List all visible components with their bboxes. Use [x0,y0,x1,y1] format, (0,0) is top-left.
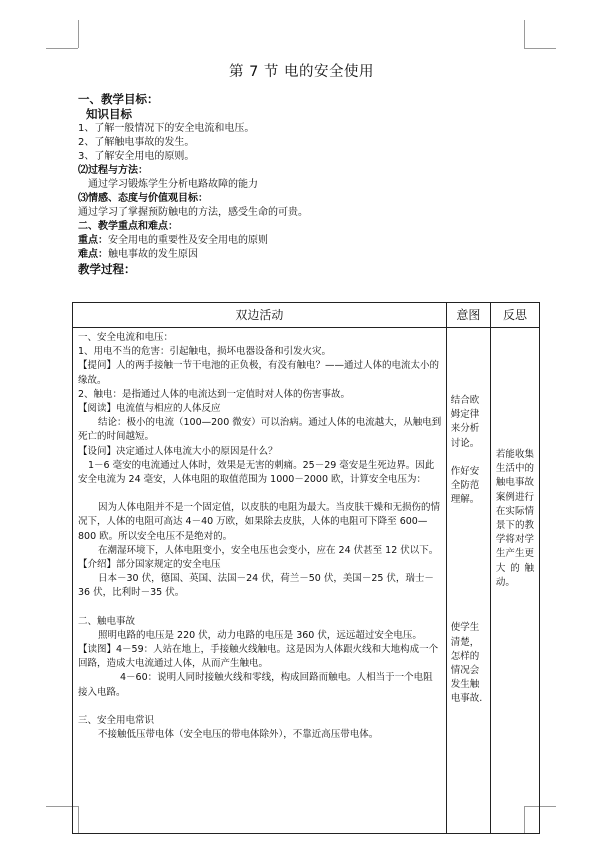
intent-text: 结合欧姆定律来分析讨论。 [450,395,480,449]
activity-paragraph: 因为人体电阻并不是一个固定值，以皮肤的电阻为最大。当皮肤干燥和无损伤的情况下，人体的电阻可高达 4－40 万欧，如果除去皮肤，人体的电阻可下降至 600—800 欧。所以安全电压不是绝对的。 [78,502,441,542]
document-title: 第 7 节 电的安全使用 [228,64,375,80]
activity-paragraph [78,601,442,615]
activity-paragraph [78,487,442,501]
activity-paragraph [78,700,442,714]
difficulty-line [78,248,528,262]
difficulty-text: 触电事故的发生原因 [108,249,198,260]
activity-paragraph: 1－6 毫安的电流通过人体时，效果是无害的刺痛。25－29 毫安是生死边界。因此安全电流为 24 毫安，人体电阻的取值范围为 1000－2000 欧，计算安全电压为： [78,459,435,486]
activities-cell [73,328,447,834]
teaching-process-heading: 教学过程： [78,262,136,276]
focus-text: 安全用电的重要性及安全用电的原则 [108,235,268,246]
activity-paragraph: 三、安全用电常识 [78,714,155,726]
activity-paragraph: 日本－30 伏，德国、英国、法国－24 伏，荷兰－50 伏，美国－25 伏，瑞士－36 伏，比利时－35 伏。 [78,573,434,599]
header-intent: 意图 [446,303,490,328]
crop-mark [78,20,79,48]
activity-paragraph: 【读图】4－59：人站在地上，手接触火线触电。这是因为人体跟火线和大地构成一个回路，造成大电流通过人体，从而产生触电。 [78,644,439,670]
focus-label: 重点： [78,235,108,246]
intent-text: 作好安全防范理解。 [450,465,480,506]
crop-mark [46,48,78,49]
knowledge-heading: 知识目标 [86,107,132,121]
activity-paragraph: 一、安全电流和电压： [78,332,174,343]
activity-paragraph: 【提问】人的两手接触一节干电池的正负极，有没有触电？——通过人体的电流太小的缘故。 [78,360,440,386]
table-body-row [73,328,540,834]
activity-paragraph: 结论：极小的电流（100—200 微安）可以治病。通过人体的电流越大，从触电到死亡的时间越短。 [78,417,442,443]
reflection-cell [490,328,539,834]
header-activities: 双边活动 [73,303,447,328]
activity-paragraph: 照明电路的电压是 220 伏，动力电路的电压是 360 伏，远远超过安全电压。 [98,629,422,641]
crop-mark [524,48,556,49]
intent-text: 使学生清楚，怎样的情况会发生触电事故. [450,622,483,705]
activity-paragraph: 不接触低压带电体（安全电压的带电体除外），不靠近高压带电体。 [98,729,379,741]
activity-paragraph: 【介绍】部分国家规定的安全电压 [78,559,221,571]
intent-cell [446,328,490,834]
knowledge-item: 1、了解一般情况下的安全电流和电压。 [78,123,255,134]
intro-section [78,92,528,277]
knowledge-item: 2、了解触电事故的发生。 [78,137,195,148]
knowledge-item: 3、了解安全用电的原则。 [78,151,195,162]
activity-paragraph: 1、用电不当的危害：引起触电，损坏电器设备和引发火灾。 [78,346,332,358]
difficulty-label: 难点： [78,249,108,260]
process-method-text: 通过学习锻炼学生分析电路故障的能力 [88,179,258,190]
lesson-table [72,302,540,834]
activity-paragraph: 4－60：说明人同时接触火线和零线，构成回路而触电。人相当于一个电阻接入电路。 [78,672,433,698]
activity-paragraph: 二、触电事故 [78,615,136,627]
attitude-heading: ⑶情感、态度与价值观目标： [78,193,208,204]
activity-paragraph: 在潮湿环境下，人体电阻变小，安全电压也会变小，应在 24 伏甚至 12 伏以下。 [98,544,439,556]
table-header-row [73,303,540,328]
activity-paragraph: 【设问】决定通过人体电流大小的原因是什么？ [78,445,278,457]
header-reflection: 反思 [490,303,539,328]
key-points-heading: 二、教学重点和难点： [78,221,178,232]
process-method-heading: ⑵过程与方法： [78,165,148,176]
attitude-text: 通过学习了掌握预防触电的方法，感受生命的可贵。 [78,207,308,218]
activity-paragraph: 【阅读】电流值与相应的人体反应 [78,403,221,415]
activity-paragraph: 2、触电：是指通过人体的电流达到一定值时对人体的伤害事故。 [78,388,351,400]
objectives-heading: 一、教学目标： [78,92,159,106]
crop-mark [524,20,525,48]
reflection-text: 若能收集生活中的触电事故案例进行在实际情景下的教学将对学生产生更大的触动。 [495,449,534,588]
focus-line [78,234,528,248]
